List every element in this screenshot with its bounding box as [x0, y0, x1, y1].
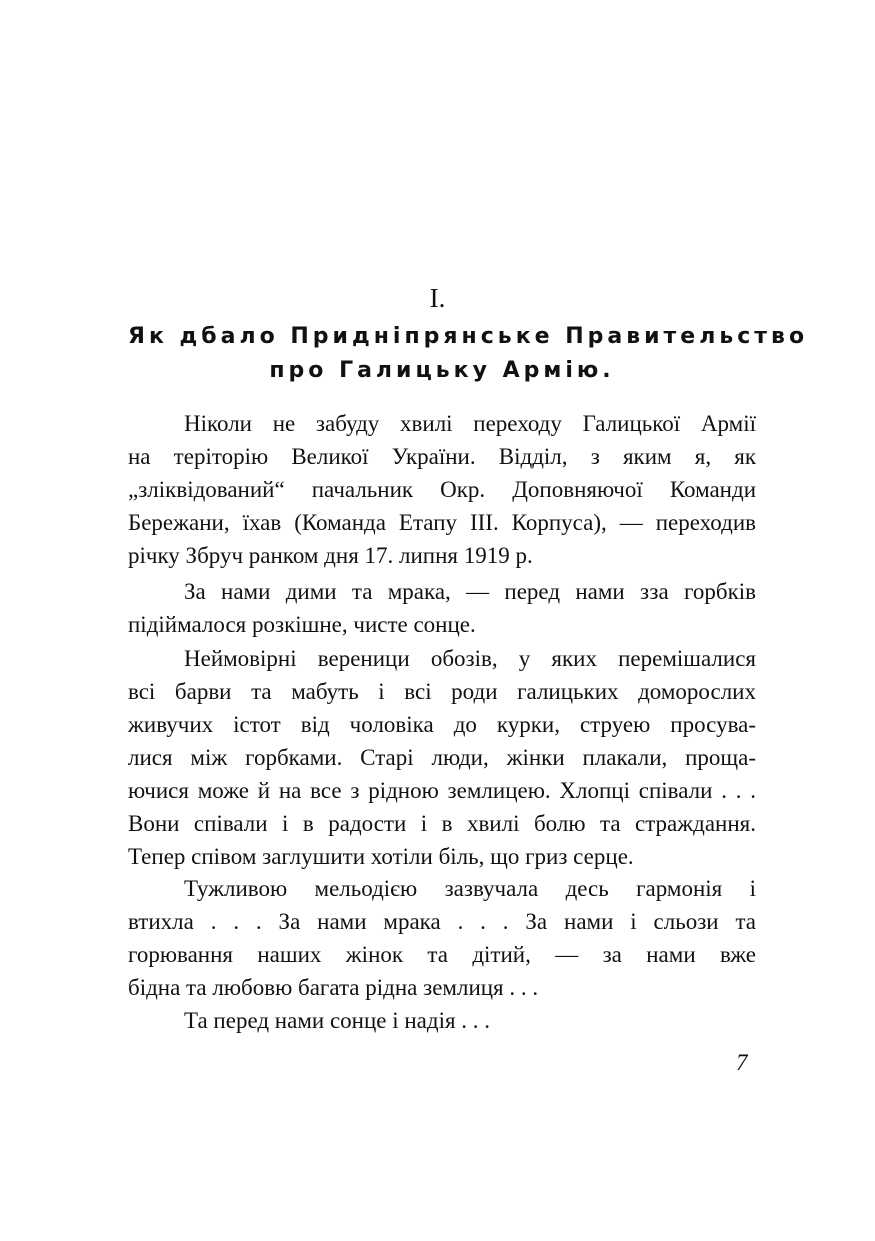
- text-line: Бережани, їхав (Команда Етапу III. Корпуса), — переходив: [128, 510, 756, 535]
- text-line: лися між горбками. Старі люди, жінки плакали, проща-: [128, 745, 756, 770]
- text-line: Вони співали і в радости і в хвилі болю та страждання.: [128, 811, 756, 836]
- text-line: живучих істот від чоловіка до курки, струею просува-: [128, 712, 756, 737]
- text-line: „зліквідований“ пачальник Окр. Доповняючої Команди: [128, 477, 756, 502]
- text-line: річку Збруч ранком дня 17. липня 1919 р.: [128, 543, 533, 568]
- paragraph: [128, 642, 756, 873]
- text-line: Та перед нами сонце і надія . . .: [184, 1008, 491, 1033]
- paragraph: [128, 872, 756, 1004]
- text-line: бідна та любовю багата рідна землиця . . .: [128, 975, 539, 1000]
- text-line: Тужливою мельодією зазвучала десь гармонія і: [184, 876, 756, 901]
- chapter-title: [128, 320, 809, 388]
- text-line: на теріторію Великої України. Відділ, з яким я, як: [128, 444, 756, 469]
- text-line: Ніколи не забуду хвилі переходу Галицької Армії: [184, 411, 756, 436]
- text-line: горювання наших жінок та дітий, — за нами вже: [128, 942, 756, 967]
- text-line: підіймалося розкішне, чисте сонце.: [128, 612, 476, 637]
- chapter-number: I.: [429, 283, 446, 313]
- text-line: всі барви та мабуть і всі роди галицьких доморослих: [128, 679, 756, 704]
- paragraph: [128, 1004, 756, 1037]
- paragraph: [128, 407, 756, 572]
- chapter-title-line: Як дбало Придніпрянське Правительство: [128, 324, 809, 349]
- text-line: За нами дими та мрака, — перед нами зза горбків: [184, 579, 756, 604]
- text-line: Тепер співом заглушити хотіли біль, що гриз серце.: [128, 844, 634, 869]
- text-line: Неймовірні вереници обозів, у яких перемішалися: [184, 646, 756, 671]
- paragraph: [128, 575, 756, 641]
- chapter-title-line: про Галицьку Армію.: [269, 358, 615, 383]
- text-line: ючися може й на все з рідною землицею. Хлопці співали . . .: [128, 778, 756, 803]
- page-number: 7: [736, 1050, 748, 1075]
- text-line: втихла . . . За нами мрака . . . За нами і сльози та: [128, 909, 756, 934]
